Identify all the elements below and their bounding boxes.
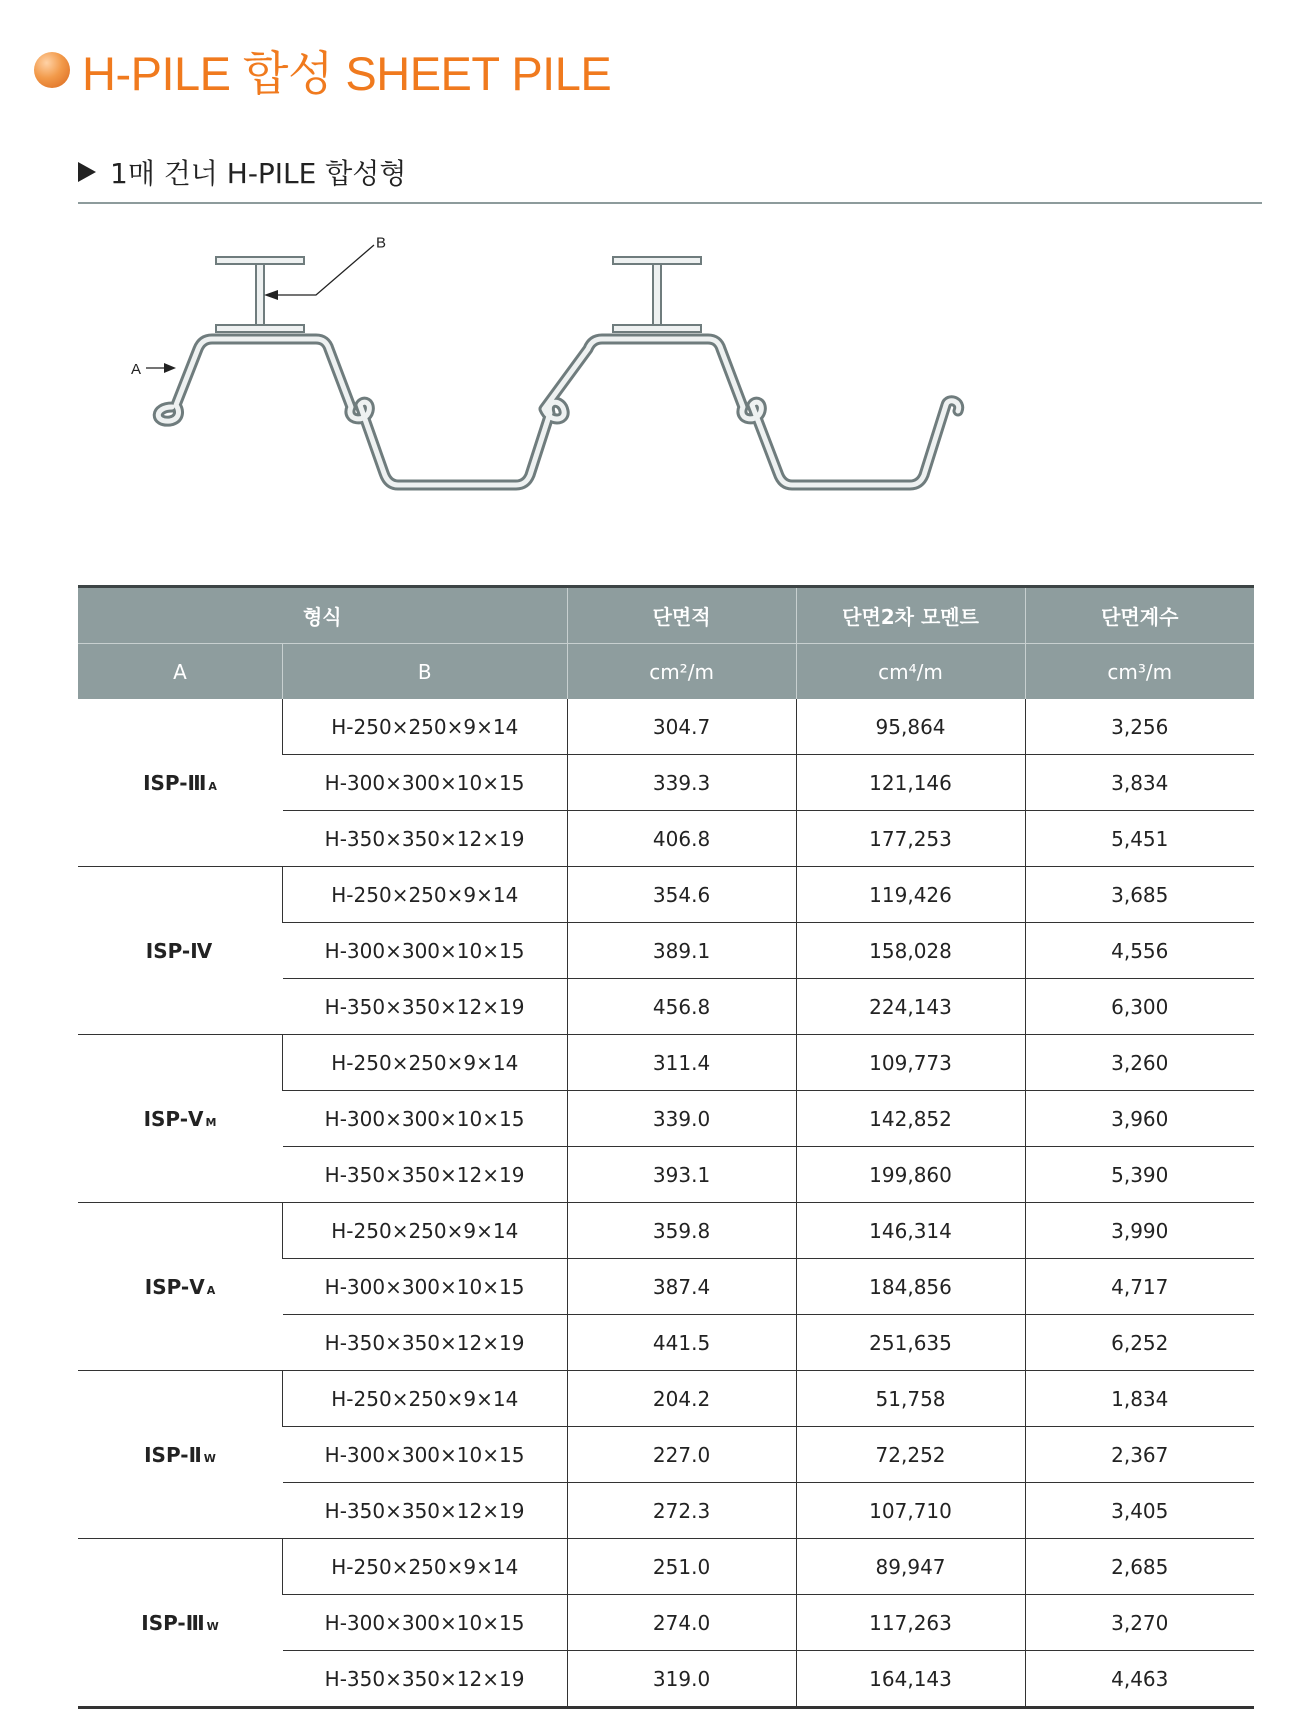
type-name: ISP-Ⅲ [143, 770, 207, 795]
cell-area: 339.0 [567, 1091, 796, 1147]
cell-modulus: 4,717 [1025, 1259, 1254, 1315]
cell-b: H-350×350×12×19 [283, 1147, 568, 1203]
type-name: ISP-Ⅱ [144, 1442, 202, 1467]
cell-area: 387.4 [567, 1259, 796, 1315]
header-type: 형식 [78, 587, 567, 644]
cell-moment: 164,143 [796, 1651, 1025, 1708]
table-row [78, 1203, 1254, 1259]
type-cell [78, 1371, 283, 1539]
cell-area: 359.8 [567, 1203, 796, 1259]
cell-area: 354.6 [567, 867, 796, 923]
cell-area: 393.1 [567, 1147, 796, 1203]
cell-b: H-350×350×12×19 [283, 1651, 568, 1708]
cell-modulus: 2,685 [1025, 1539, 1254, 1595]
table-row [78, 867, 1254, 923]
cell-moment: 119,426 [796, 867, 1025, 923]
cell-moment: 224,143 [796, 979, 1025, 1035]
sheet-pile-profile [158, 339, 958, 485]
orange-ball-icon [34, 52, 70, 88]
header-modulus-unit: cm³/m [1025, 644, 1254, 700]
cell-area: 441.5 [567, 1315, 796, 1371]
header-row-2 [78, 644, 1254, 700]
cell-moment: 146,314 [796, 1203, 1025, 1259]
header-col-a: A [78, 644, 283, 700]
triangle-bullet-icon [78, 162, 96, 182]
leader-line-b [268, 245, 374, 295]
cell-area: 251.0 [567, 1539, 796, 1595]
header-col-b: B [283, 644, 568, 700]
page-heading [34, 38, 611, 102]
header-row-1 [78, 587, 1254, 644]
cell-modulus: 3,685 [1025, 867, 1254, 923]
cell-moment: 95,864 [796, 699, 1025, 755]
table-row [78, 699, 1254, 755]
cell-b: H-350×350×12×19 [283, 811, 568, 867]
cell-b: H-250×250×9×14 [283, 1371, 568, 1427]
cell-modulus: 3,990 [1025, 1203, 1254, 1259]
type-suffix: A [206, 1283, 216, 1297]
cell-area: 406.8 [567, 811, 796, 867]
type-cell [78, 699, 283, 867]
arrowhead-b [264, 290, 278, 300]
cell-modulus: 6,252 [1025, 1315, 1254, 1371]
cell-modulus: 1,834 [1025, 1371, 1254, 1427]
header-moment-unit: cm⁴/m [796, 644, 1025, 700]
table-row [78, 1539, 1254, 1595]
section-divider [78, 202, 1262, 204]
cell-b: H-250×250×9×14 [283, 699, 568, 755]
cell-moment: 251,635 [796, 1315, 1025, 1371]
table-row [78, 1371, 1254, 1427]
cell-modulus: 4,556 [1025, 923, 1254, 979]
header-area: 단면적 [567, 587, 796, 644]
cell-b: H-250×250×9×14 [283, 1539, 568, 1595]
cell-b: H-350×350×12×19 [283, 1483, 568, 1539]
cell-b: H-300×300×10×15 [283, 923, 568, 979]
cell-modulus: 3,270 [1025, 1595, 1254, 1651]
cell-b: H-300×300×10×15 [283, 1091, 568, 1147]
type-suffix: W [206, 1619, 219, 1633]
label-b: B [376, 234, 387, 252]
arrowhead-a [164, 363, 176, 373]
label-a: A [131, 361, 142, 378]
cell-b: H-300×300×10×15 [283, 1259, 568, 1315]
cell-modulus: 3,256 [1025, 699, 1254, 755]
page-title: H-PILE 합성 SHEET PILE [82, 46, 612, 100]
cell-moment: 51,758 [796, 1371, 1025, 1427]
cell-area: 274.0 [567, 1595, 796, 1651]
cell-moment: 72,252 [796, 1427, 1025, 1483]
cell-modulus: 5,390 [1025, 1147, 1254, 1203]
type-name: ISP-Ⅴ [144, 1274, 205, 1299]
cell-modulus: 6,300 [1025, 979, 1254, 1035]
cell-area: 389.1 [567, 923, 796, 979]
cell-b: H-250×250×9×14 [283, 867, 568, 923]
header-modulus: 단면계수 [1025, 587, 1254, 644]
type-cell [78, 1035, 283, 1203]
spec-table [78, 585, 1254, 1709]
type-cell [78, 1203, 283, 1371]
cell-modulus: 5,451 [1025, 811, 1254, 867]
cell-b: H-300×300×10×15 [283, 755, 568, 811]
section-heading [78, 152, 406, 192]
cell-modulus: 3,960 [1025, 1091, 1254, 1147]
cell-moment: 184,856 [796, 1259, 1025, 1315]
cell-area: 319.0 [567, 1651, 796, 1708]
cell-moment: 142,852 [796, 1091, 1025, 1147]
cell-moment: 177,253 [796, 811, 1025, 867]
cell-modulus: 3,834 [1025, 755, 1254, 811]
cell-moment: 158,028 [796, 923, 1025, 979]
type-name: ISP-Ⅲ [141, 1610, 205, 1635]
type-cell [78, 867, 283, 1035]
cell-modulus: 2,367 [1025, 1427, 1254, 1483]
cell-b: H-350×350×12×19 [283, 979, 568, 1035]
cell-moment: 199,860 [796, 1147, 1025, 1203]
cell-moment: 121,146 [796, 755, 1025, 811]
cell-b: H-300×300×10×15 [283, 1595, 568, 1651]
sheet-pile-diagram [131, 234, 1100, 545]
table-row [78, 1035, 1254, 1091]
header-area-unit: cm²/m [567, 644, 796, 700]
cell-area: 204.2 [567, 1371, 796, 1427]
type-name: ISP-Ⅴ [143, 1106, 204, 1131]
type-suffix: M [205, 1115, 217, 1129]
type-cell [78, 1539, 283, 1708]
cell-area: 339.3 [567, 755, 796, 811]
section-title: 1매 건너 H-PILE 합성형 [110, 157, 407, 190]
h-pile-right [613, 257, 701, 332]
cell-modulus: 3,260 [1025, 1035, 1254, 1091]
cell-b: H-250×250×9×14 [283, 1035, 568, 1091]
cell-b: H-350×350×12×19 [283, 1315, 568, 1371]
cell-modulus: 4,463 [1025, 1651, 1254, 1708]
cell-modulus: 3,405 [1025, 1483, 1254, 1539]
cell-area: 304.7 [567, 699, 796, 755]
cell-area: 311.4 [567, 1035, 796, 1091]
cell-area: 456.8 [567, 979, 796, 1035]
type-name: ISP-Ⅳ [145, 938, 213, 963]
cell-moment: 117,263 [796, 1595, 1025, 1651]
cell-b: H-300×300×10×15 [283, 1427, 568, 1483]
cell-moment: 109,773 [796, 1035, 1025, 1091]
type-suffix: A [208, 779, 217, 793]
cell-b: H-250×250×9×14 [283, 1203, 568, 1259]
cell-area: 227.0 [567, 1427, 796, 1483]
type-suffix: W [203, 1451, 216, 1465]
header-moment: 단면2차 모멘트 [796, 587, 1025, 644]
cell-moment: 107,710 [796, 1483, 1025, 1539]
cell-area: 272.3 [567, 1483, 796, 1539]
cell-moment: 89,947 [796, 1539, 1025, 1595]
